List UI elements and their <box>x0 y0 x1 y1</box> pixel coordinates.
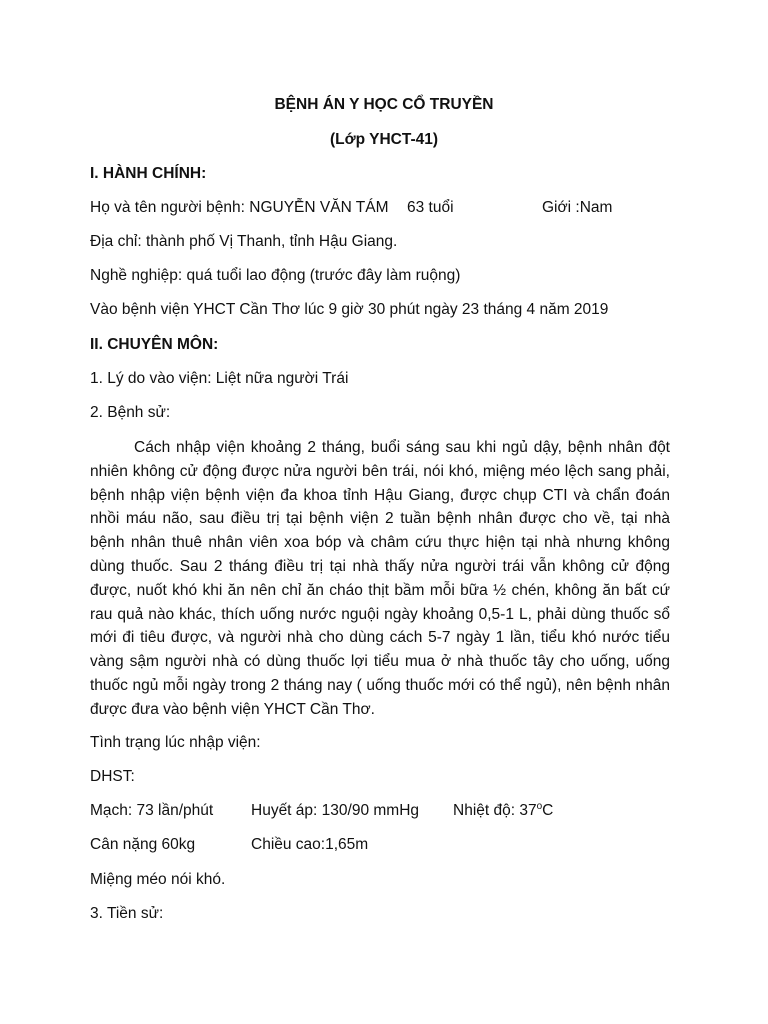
vital-signs-heading: DHST: <box>90 768 135 785</box>
history-heading: 2. Bệnh sử: <box>90 404 171 421</box>
admission-time: Vào bệnh viện YHCT Cần Thơ lúc 9 giờ 30 phút ngày 23 tháng 4 năm 2019 <box>90 301 609 318</box>
height-value: Chiều cao:1,65m <box>251 836 369 853</box>
mouth-symptom: Miệng méo nói khó. <box>90 871 226 888</box>
section-professional-heading: II. CHUYÊN MÔN: <box>90 336 219 353</box>
pulse-value: Mạch: 73 lần/phút <box>90 802 214 819</box>
admission-status-heading: Tình trạng lúc nhập viện: <box>90 734 261 751</box>
history-text: Cách nhập viện khoảng 2 tháng, buổi sáng sau khi ngủ dậy, bệnh nhân đột nhiên không cử động được nửa người bên trái, nói khó, miệng méo lệch sang phải, bệnh nhập viện bệnh viện đa khoa tỉnh Hậu Giang, được chụp CTI và chẩn đoán nhồi máu não, sau điều trị tại bệnh viện 2 tuần bệnh nhân được cho về, tại nhà bệnh nhân thuê nhân viên xoa bóp và châm cứu thực hiện tại nhà nhưng không dùng thuốc. Sau 2 tháng điều trị tại nhà thấy nửa người trái vẫn không cử động được, nuốt khó khi ăn nên chỉ ăn cháo thịt bầm mỗi bữa ½ chén, không ăn bất cứ rau quả nào khác, thích uống nước nguội ngày khoảng 0,5-1 L, phải dùng thuốc sổ mới đi tiêu được, và người nhà cho dùng cách 5-7 ngày 1 lần, tiểu khó nước tiểu vàng sậm người nhà có dùng thuốc lợi tiểu mua ở nhà thuốc tây cho uống, uống thuốc ngủ mỗi ngày trong 2 tháng nay ( uống thuốc mới có thể ngủ), nên bệnh nhân được đưa vào bệnh viện YHCT Cần Thơ. <box>90 439 670 718</box>
patient-age: 63 tuổi <box>407 199 454 216</box>
section-administrative-heading: I. HÀNH CHÍNH: <box>90 165 207 182</box>
document-subtitle: (Lớp YHCT-41) <box>329 131 439 148</box>
temperature-value <box>453 802 553 820</box>
weight-value: Cân nặng 60kg <box>90 836 196 853</box>
patient-address: Địa chỉ: thành phố Vị Thanh, tỉnh Hậu Giang. <box>90 233 398 250</box>
temperature-unit: C <box>542 802 554 819</box>
past-history-heading: 3. Tiền sử: <box>90 905 164 922</box>
document-title: BỆNH ÁN Y HỌC CỔ TRUYỀN <box>274 96 494 113</box>
patient-occupation: Nghề nghiệp: quá tuổi lao động (trước đây làm ruộng) <box>90 267 461 284</box>
degree-symbol: o <box>536 801 543 812</box>
patient-gender: Giới :Nam <box>542 199 613 216</box>
admission-reason: 1. Lý do vào viện: Liệt nữa người Trái <box>90 370 349 387</box>
blood-pressure-value: Huyết áp: 130/90 mmHg <box>251 802 420 819</box>
history-paragraph <box>90 436 670 722</box>
patient-name: Họ và tên người bệnh: NGUYỄN VĂN TÁM <box>90 199 389 216</box>
temperature-number: Nhiệt độ: 37 <box>453 802 537 819</box>
